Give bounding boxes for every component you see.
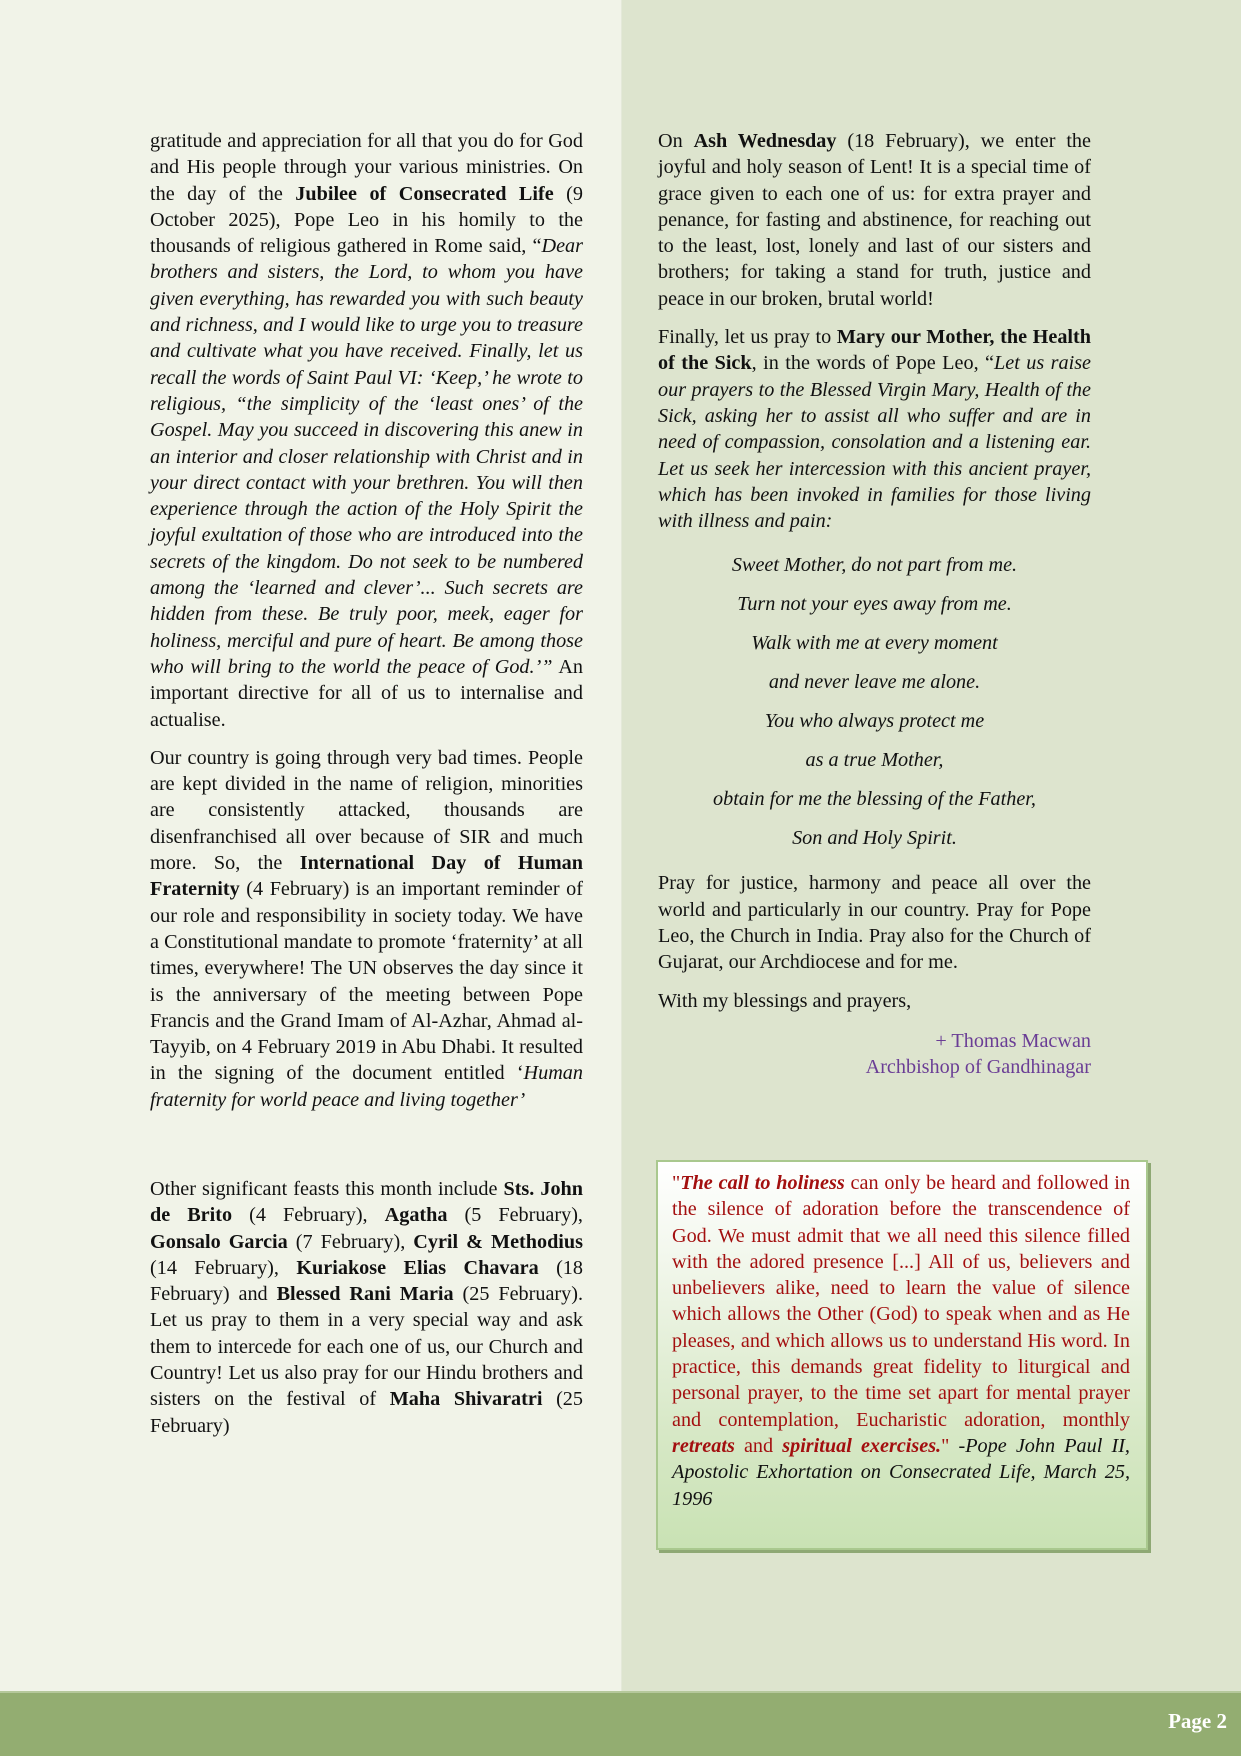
bold-jubilee: Jubilee of Consecrated Life	[295, 182, 554, 205]
text: (4 February) is an important reminder of our role and responsibility in society today. We have a Constitutional mandate to promote ‘fraternity’ at all times, everywhere! The UN observes the day since it is the anniversary of the meeting between Pope Francis and the Grand Imam of Al-Azhar, Ahmad al-Tayyib, on 4 February 2019 in Abu Dhabi. It resulted in the signing of the document entitled ‘	[150, 878, 583, 1085]
text: (25 February). Let us pray to them in a very special way and ask them to intercede for each one of us, our Church and Country! Let us also pray for our Hindu brothers and sisters on the festival of	[150, 1283, 583, 1411]
text: (18 February) and	[150, 1256, 583, 1306]
left-column	[150, 128, 583, 1451]
prayer-line: and never leave me alone.	[768, 671, 981, 694]
feast-name: Maha Shivaratri	[389, 1388, 543, 1411]
text: An important directive for all of us to internalise and actualise.	[150, 655, 583, 731]
prayer-line: Son and Holy Spirit.	[792, 827, 957, 850]
page-footer	[0, 1691, 1241, 1756]
text: Finally, let us pray to	[658, 326, 837, 349]
text: , in the words of Pope Leo, “	[751, 352, 995, 375]
prayer-line: as a true Mother,	[805, 749, 944, 772]
feast-name: Cyril & Methodius	[413, 1230, 583, 1253]
paragraph-feasts	[150, 1176, 583, 1439]
text: (9 October 2025), Pope Leo in his homily to the thousands of religious gathered in Rome said, “	[150, 182, 583, 258]
text: (4 February),	[232, 1204, 385, 1227]
text: (14 February),	[150, 1256, 297, 1279]
quote-attribution: -Pope John Paul II, Apostolic Exhortation on Consecrated Life, March 25, 1996	[672, 1434, 1130, 1510]
right-column	[658, 128, 1091, 1081]
text: (7 February),	[287, 1230, 414, 1253]
bold-mary: Mary our Mother, the Health of the Sick	[658, 326, 1091, 375]
spacer	[150, 1125, 583, 1176]
text: (25 February)	[150, 1388, 583, 1437]
quote-emphasis: The call to holiness	[680, 1172, 845, 1194]
text: Our country is going through very bad times. People are kept divided in the name of religion, minorities are consistently attacked, thousands are disenfranchised all over because of SIR and much more. So, the	[150, 746, 583, 875]
document-title: Human fraternity for world peace and living together’	[150, 1062, 583, 1111]
prayer-line: Sweet Mother, do not part from me.	[731, 554, 1018, 577]
text: Other significant feasts this month include	[150, 1177, 504, 1200]
prayer-line: Turn not your eyes away from me.	[737, 593, 1012, 616]
text: On	[658, 130, 694, 152]
paragraph-pray-for-justice: Pray for justice, harmony and peace all over the world and particularly in our country. Pray for Pope Leo, the Church in India. Pray also for the Church of Gujarat, our Archdiocese and for me.	[658, 872, 1091, 974]
prayer-line: Walk with me at every moment	[751, 632, 998, 655]
feast-name: Kuriakose Elias Chavara	[296, 1256, 539, 1279]
quote-text: can only be heard and followed in the silence of adoration before the transcendence of God. We must admit that we all need this silence filled with the adored presence [...] All of us, believers and unbelievers alike, need to learn the value of silence which allows the Other (God) to speak when and as He pleases, and which allows us to understand His word. In practice, this demands great fidelity to liturgical and personal prayer, to the time set apart for mental prayer and contemplation, Eucharistic adoration, monthly	[672, 1172, 1130, 1431]
text: "	[941, 1434, 959, 1457]
text: gratitude and appreciation for all that you do for God and His people through your various ministries. On the day of the	[150, 130, 583, 205]
feast-name: Blessed Rani Maria	[276, 1283, 454, 1306]
paragraph-mary	[658, 324, 1091, 534]
signature-block	[658, 1028, 1091, 1081]
signature-name: + Thomas Macwan	[935, 1029, 1091, 1052]
paragraph-ash-wednesday	[658, 128, 1091, 312]
closing-salutation: With my blessings and prayers,	[658, 989, 912, 1012]
page-number: Page 2	[1168, 1709, 1227, 1733]
quote-box	[656, 1160, 1148, 1550]
quote-emphasis: spiritual exercises.	[782, 1434, 942, 1457]
signature-title: Archbishop of Gandhinagar	[865, 1056, 1091, 1079]
prayer-line: obtain for me the blessing of the Father,	[713, 788, 1036, 811]
prayer-line: You who always protect me	[764, 710, 985, 733]
pope-leo-quote: Dear brothers and sisters, the Lord, to whom you have given everything, has rewarded you with such beauty and richness, and I would like to urge you to treasure and cultivate what you have received. Finally, let us recall the words of Saint Paul VI: ‘Keep,’ he wrote to religious, “the simplicity of the ‘least ones’ of the Gospel. May you succeed in discovering this anew in an interior and closer relationship with Christ and in your direct contact with your brethren. You will then experience through the action of the Holy Spirit the joyful exultation of those who are introduced into the secrets of the kingdom. Do not seek to be numbered among the ‘learned and clever’... Such secrets are hidden from these. Be truly poor, meek, eager for holiness, merciful and pure of heart. Be among those who will bring to the world the peace of God.’”	[150, 235, 583, 678]
quote-emphasis: retreats	[672, 1434, 735, 1457]
pope-leo-quote: Let us raise our prayers to the Blessed Virgin Mary, Health of the Sick, asking her to assist all who suffer and are in need of compassion, consolation and a listening ear. Let us seek her intercession with this ancient prayer, which has been invoked in families for those living with illness and pain:	[658, 352, 1092, 533]
feast-name: Sts. John de Brito	[150, 1177, 584, 1227]
paragraph-jubilee	[150, 128, 583, 733]
feast-name: Agatha	[384, 1204, 448, 1227]
feast-name: Gonsalo Garcia	[150, 1230, 288, 1253]
quote-text: and	[734, 1434, 783, 1457]
text: (18 February), we enter the joyful and holy season of Lent! It is a special time of grace given to each one of us: for extra prayer and penance, for fasting and abstinence, for reaching out to the least, lost, lonely and last of our sisters and brothers; for taking a stand for truth, justice and peace in our broken, brutal world!	[658, 130, 1091, 310]
text: "	[672, 1172, 681, 1194]
bold-human-fraternity: International Day of Human Fraternity	[150, 852, 583, 901]
bold-ash-wednesday: Ash Wednesday	[693, 130, 837, 152]
paragraph-human-fraternity	[150, 745, 583, 1113]
text: (5 February),	[447, 1204, 583, 1227]
prayer-verse	[658, 546, 1091, 858]
